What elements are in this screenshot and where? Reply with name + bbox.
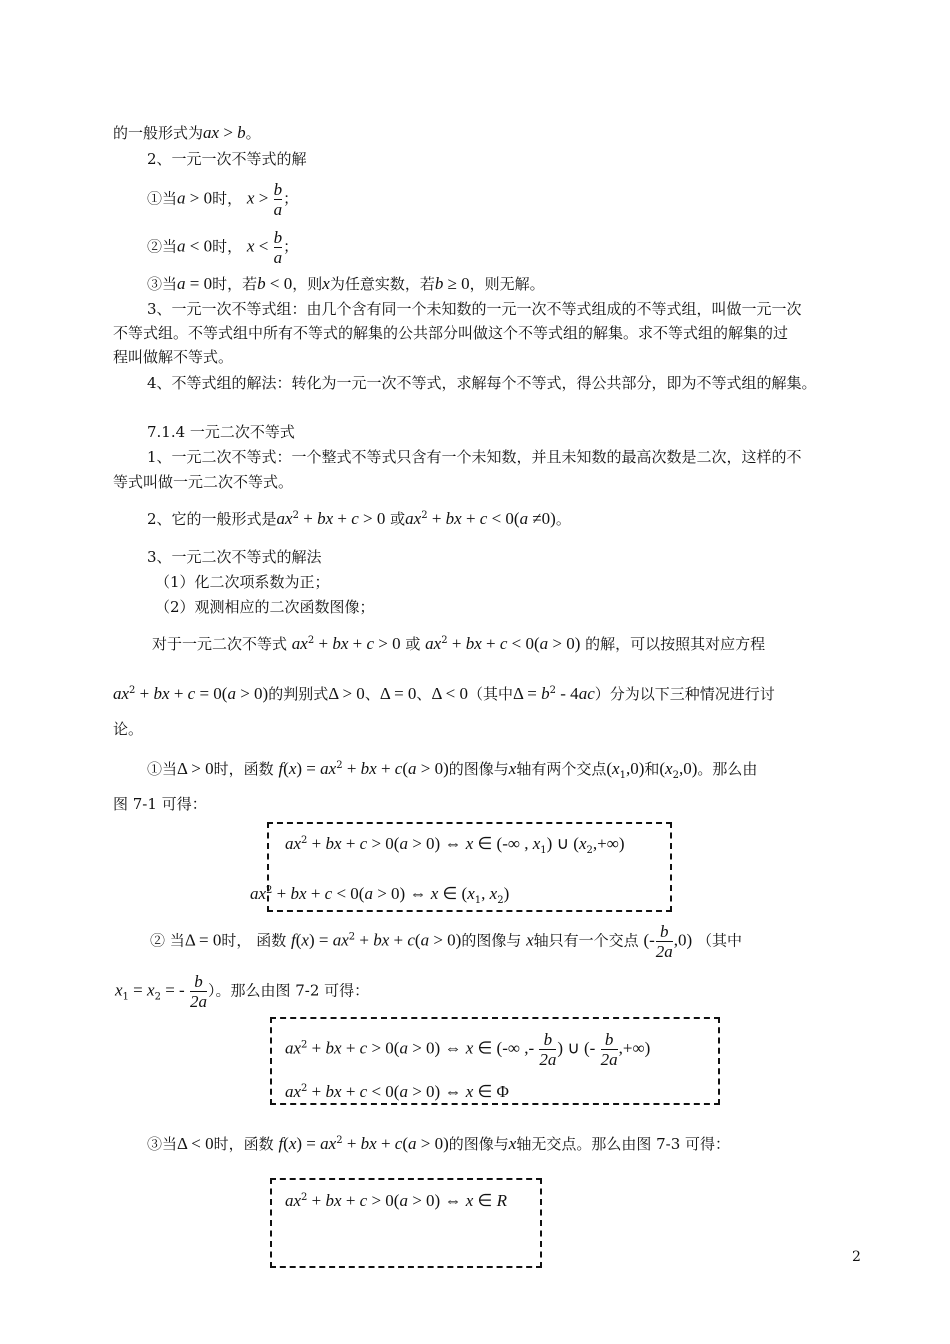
section-heading: 2、一元一次不等式的解 (147, 150, 307, 168)
formula-line: $x_1 = x_2$ = - $\frac{b}{2a}$ ）。那么由图 7-2 可得： (115, 972, 370, 1011)
text: 若 (242, 275, 258, 293)
text: 、 (416, 685, 432, 703)
text: ，则 (292, 275, 323, 293)
fraction: $\frac{b}{2a}$ (655, 922, 673, 961)
text: 时， (221, 931, 252, 950)
text: 和 (644, 760, 660, 778)
case-line: ①当a > 0时， x > $\frac{b}{a}$ ； (147, 180, 299, 219)
text: 当 (162, 237, 178, 256)
text: 轴无交点。那么由图 7-3 可得： (516, 1135, 731, 1153)
circled-number: ② (147, 237, 163, 256)
fraction: $\frac{b}{2a}$ (189, 972, 207, 1011)
formula: $ax^2$ + bx + c < 0(a > 0) ⇔ x ∈ Φ (285, 1082, 509, 1101)
text: 当 (162, 760, 178, 778)
text: 当 (162, 275, 178, 293)
text-line: 的一般形式为ax > b。 (113, 123, 261, 142)
fraction: $\frac{b}{2a}$ (539, 1030, 557, 1069)
text: 。 (245, 124, 261, 142)
paragraph-line: 4、不等式组的解法：转化为一元一次不等式，求解每个不等式，得公共部分，即为不等式组的解集。 (147, 374, 817, 392)
paragraph-line: 不等式组。不等式组中所有不等式的解集的公共部分叫做这个不等式组的解集。求不等式组的解集的过 (113, 324, 789, 342)
text: 的解，可以按照其对应方程 (585, 635, 766, 653)
text: 时， (212, 189, 243, 208)
circled-number: ③ (147, 275, 163, 293)
fraction: $\frac{b}{a}$ (273, 180, 283, 219)
circled-number: ① (147, 189, 163, 208)
text: ）。那么由图 7-2 可得： (207, 981, 370, 1000)
text: 。 (555, 510, 571, 528)
text: 函数 (256, 931, 287, 950)
text: 的图像与 (448, 760, 509, 778)
paragraph-line: 论。 (113, 720, 144, 738)
paragraph-line: 3、一元二次不等式的解法 (147, 548, 322, 566)
section-title: 7.1.4 一元二次不等式 (147, 423, 295, 441)
text: 2、它的一般形式是 (147, 510, 277, 528)
paragraph-line: （2）观测相应的二次函数图像； (155, 598, 375, 616)
case-line: ②当a < 0时， x < $\frac{b}{a}$ ； (147, 228, 299, 267)
text: 当 (162, 189, 178, 208)
formula-line: $ax^2$ + bx + c = 0(a > 0)的判别式Δ > 0、Δ = 0、Δ < 0（其中$\Delta = b^2 - 4ac$）分为以下三种情况进行讨 (113, 684, 775, 703)
formula-line: 对于一元二次不等式 $ax^2$ + bx + c > 0 或 $ax^2$ + bx + c < 0(a > 0) 的解，可以按照其对应方程 (152, 634, 766, 653)
paragraph-line: 程叫做解不等式。 (113, 348, 234, 366)
formula-line: ①当Δ > 0时，函数 $f(x) = ax^2$ + bx + c(a > 0)的图像与x轴有两个交点$(x_1,0)$和$(x_2,0)$。那么由 (147, 759, 758, 781)
formula-line: ③当Δ < 0时，函数 $f(x) = ax^2$ + bx + c(a > 0)的图像与x轴无交点。那么由图 7-3 可得： (147, 1134, 731, 1153)
text: 函数 (243, 1135, 274, 1153)
formula-line: ② 当Δ = 0时， 函数 $f(x) = ax^2$ + bx + c(a > 0)的图像与 x轴只有一个交点 (- $\frac{b}{2a}$ ,0) （其中 (150, 922, 743, 961)
text: 当 (169, 931, 185, 950)
paragraph-line: 等式叫做一元二次不等式。 (113, 473, 294, 491)
text: 时， (212, 275, 243, 293)
paragraph-line: 图 7-1 可得： (113, 795, 207, 813)
text: ； (283, 237, 299, 256)
page-number: 2 (852, 1249, 861, 1265)
text: 轴只有一个交点 (533, 931, 639, 950)
text: ； (283, 189, 299, 208)
text: 的一般形式为 (113, 124, 204, 142)
fraction: $\frac{b}{a}$ (273, 228, 283, 267)
text: 时， (212, 237, 243, 256)
text: ，则无解。 (469, 275, 545, 293)
text: 对于一元二次不等式 (152, 635, 288, 653)
formula: $ax^2$ + bx + c < 0(a > 0) ⇔ x ∈ ($x_1$, $x_2$) (250, 884, 510, 906)
text: （其中 (697, 931, 743, 950)
fraction: $\frac{b}{2a}$ (600, 1030, 618, 1069)
text: 或 (405, 635, 421, 653)
text: 时， (213, 760, 244, 778)
case-line: ③当a = 0时，若b < 0，则x为任意实数，若b ≥ 0，则无解。 (147, 274, 545, 293)
text: 函数 (243, 760, 274, 778)
text: 的图像与 (448, 1135, 509, 1153)
text: 轴有两个交点 (516, 760, 607, 778)
paragraph-line: （1）化二次项系数为正； (155, 573, 330, 591)
paragraph-line: 1、一元二次不等式：一个整式不等式只含有一个未知数，并且未知数的最高次数是二次，这样的不 (147, 448, 802, 466)
formula: $ax^2$ + bx + c > 0(a > 0) ⇔ x ∈ (-∞ , $x_1$) ∪ $(x_2,+\infty)$ (285, 834, 625, 856)
circled-number: ③ (147, 1135, 163, 1153)
text: 时， (213, 1135, 244, 1153)
text: 为任意实数，若 (329, 275, 435, 293)
text: 的图像与 (461, 931, 522, 950)
text: ）分为以下三种情况进行讨 (594, 685, 775, 703)
formula: $ax^2$ + bx + c > 0(a > 0) ⇔ x ∈ (-∞ ,- $\frac{b}{2a}$ ) ∪ (- $\frac{b}{2a}$ ,+∞) (285, 1030, 651, 1069)
formula: $ax^2$ + bx + c > 0(a > 0) ⇔ x ∈ R (285, 1191, 507, 1210)
text: 、 (364, 685, 380, 703)
text: （其中 (468, 685, 514, 703)
circled-number: ② (150, 931, 166, 950)
text: 或 (390, 510, 406, 528)
circled-number: ① (147, 760, 163, 778)
paragraph-line: 3、一元一次不等式组：由几个含有同一个未知数的一元一次不等式组成的不等式组，叫做一元一次 (147, 300, 802, 318)
formula-line: 2、它的一般形式是$ax^2$ + bx + c > 0 或$ax^2$ + bx + c < 0(a ≠0)。 (147, 509, 571, 528)
text: 的判别式 (268, 685, 329, 703)
text: 。那么由 (697, 760, 758, 778)
text: 当 (162, 1135, 178, 1153)
